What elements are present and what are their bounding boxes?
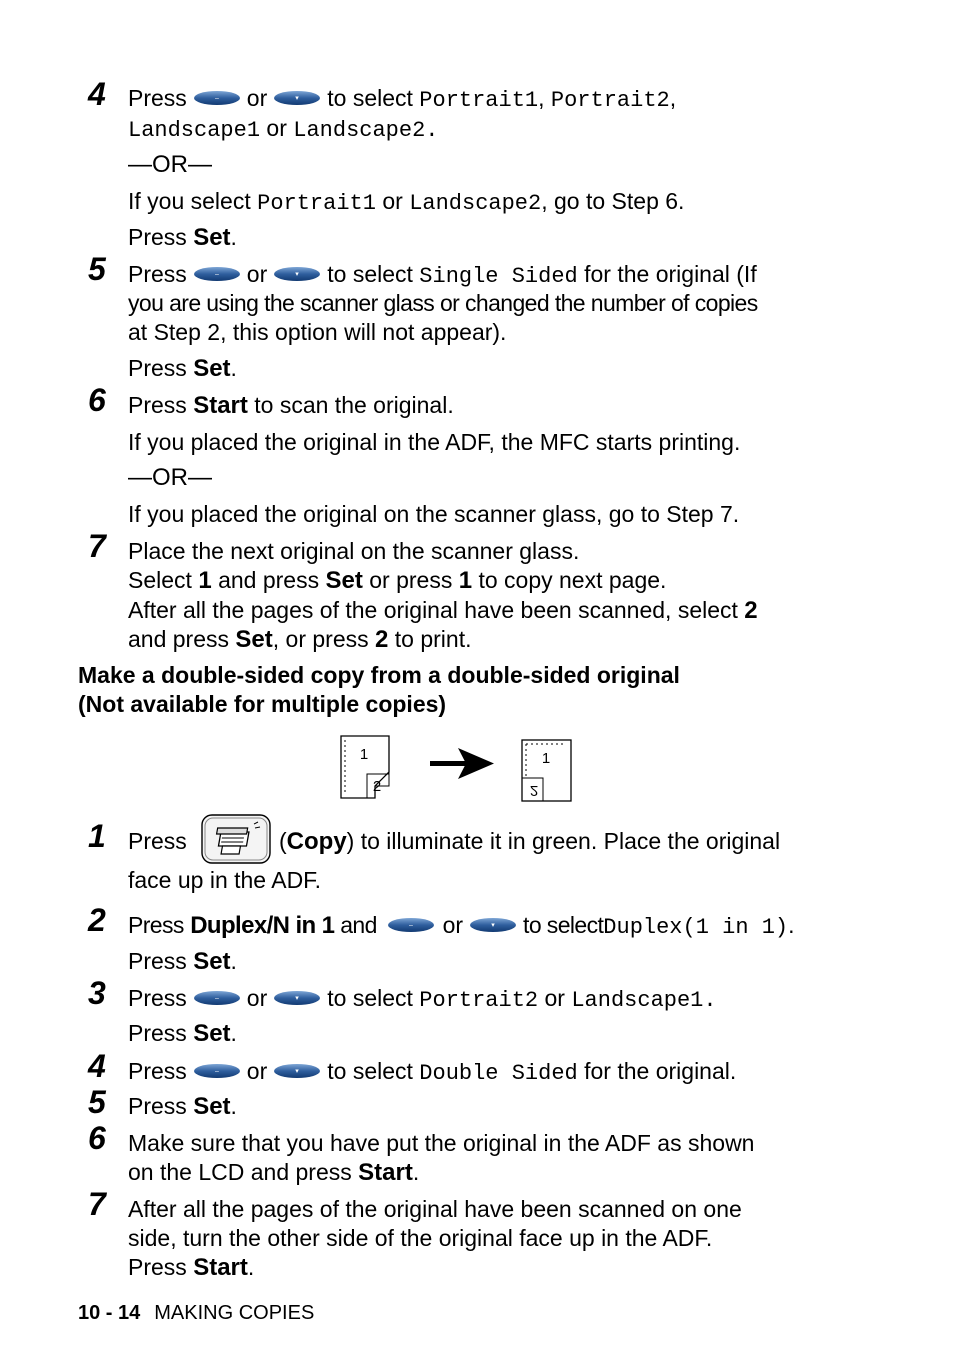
copy-key-icon — [200, 814, 272, 864]
svg-text:▾: ▾ — [295, 270, 300, 278]
page-back-label-flipped: 2 — [529, 782, 539, 799]
svg-text:▾: ▾ — [491, 921, 495, 929]
step-text: Press — [128, 828, 187, 854]
press-set: Press Set. — [128, 224, 237, 251]
step-number: 6 — [88, 382, 106, 418]
left-arrow-button-icon — [193, 266, 241, 282]
step-text: face up in the ADF. — [128, 867, 322, 893]
step-number: 3 — [88, 975, 106, 1011]
step-text: After all the pages of the original have been scanned on one — [128, 1196, 742, 1222]
left-arrow-button-icon — [193, 1063, 241, 1079]
svg-text:–: – — [214, 994, 219, 1002]
source-page-icon — [341, 736, 389, 798]
step-text: If you placed the original in the ADF, the MFC starts printing. — [128, 429, 741, 455]
step-text: Press – or ▾ to select Double Sided for the original. — [128, 1058, 737, 1086]
step-number: 6 — [88, 1120, 106, 1156]
svg-text:–: – — [408, 921, 413, 929]
step-text: If you placed the original on the scanner glass, go to Step 7. — [128, 501, 740, 527]
lcd-option: Single Sided — [419, 264, 578, 289]
page-back-label: 2 — [372, 778, 382, 795]
step-text: (Copy) to illuminate it in green. Place the original — [279, 828, 781, 855]
lcd-option: Portrait1 — [419, 88, 539, 113]
step-number: 7 — [88, 528, 106, 564]
section-heading: Make a double-sided copy from a double-sided original — [78, 662, 680, 688]
step-number: 1 — [88, 818, 106, 854]
page-footer — [78, 1300, 314, 1326]
step-text: Select 1 and press Set or press 1 to copy next page. — [128, 567, 667, 594]
right-arrow-button-icon — [469, 917, 517, 933]
section-subheading: (Not available for multiple copies) — [78, 691, 447, 717]
result-page-icon — [522, 740, 571, 801]
svg-text:–: – — [214, 1067, 219, 1075]
left-arrow-button-icon — [387, 917, 435, 933]
lcd-option: Landscape1 — [571, 988, 704, 1013]
step-text: Place the next original on the scanner glass. — [128, 538, 580, 564]
step-number: 2 — [88, 902, 106, 938]
lcd-option: Landscape2 — [293, 118, 426, 143]
right-arrow-button-icon — [273, 1063, 321, 1079]
lcd-option: Duplex(1 in 1) — [603, 915, 789, 940]
svg-text:–: – — [214, 94, 219, 102]
right-arrow-button-icon — [273, 266, 321, 282]
right-arrow-button-icon — [273, 90, 321, 106]
lcd-option: Portrait2 — [550, 88, 670, 113]
step-text: Press Start to scan the original. — [128, 392, 454, 419]
step-text: Make sure that you have put the original in the ADF as shown — [128, 1130, 755, 1156]
press-set: Press Set. — [128, 1020, 237, 1047]
step-text: Press – or ▾ to select Portrait2 or Landscape1. — [128, 985, 717, 1013]
step-text: Press – or ▾ to select Portrait1, Portrait2, — [128, 85, 677, 113]
step-text: Press Duplex/N in 1 and – or ▾ to selectDuplex(1 in 1). — [128, 912, 795, 940]
press-start: Press Start. — [128, 1254, 255, 1281]
step-text: If you select Portrait1 or Landscape2, go to Step 6. — [128, 188, 685, 216]
step-number: 5 — [88, 1084, 106, 1120]
step-text: on the LCD and press Start. — [128, 1159, 420, 1186]
section-title: MAKING COPIES — [154, 1302, 315, 1324]
press-set: Press Set. — [128, 355, 237, 382]
step-number: 5 — [88, 251, 106, 287]
lcd-option: Portrait2 — [419, 988, 539, 1013]
step-text: side, turn the other side of the original face up in the ADF. — [128, 1225, 713, 1251]
svg-text:▾: ▾ — [295, 94, 300, 102]
step-text: After all the pages of the original have been scanned, select 2 — [128, 597, 758, 624]
page-number: 10 - 14 — [78, 1302, 141, 1324]
step-text: and press Set, or press 2 to print. — [128, 626, 472, 653]
step-text: at Step 2, this option will not appear). — [128, 319, 507, 345]
step-number: 4 — [88, 76, 106, 112]
press-set: Press Set. — [128, 948, 237, 975]
lcd-option: Double Sided — [419, 1061, 578, 1086]
or-divider: —OR— — [128, 151, 212, 178]
step-text: Landscape1 or Landscape2. — [128, 115, 439, 143]
step-number: 4 — [88, 1048, 106, 1084]
duplex-diagram — [338, 734, 578, 806]
svg-text:▾: ▾ — [295, 994, 300, 1002]
left-arrow-button-icon — [193, 90, 241, 106]
lcd-option: Landscape1 — [128, 118, 261, 143]
svg-text:▾: ▾ — [295, 1067, 300, 1075]
arrow-right-icon — [430, 748, 494, 779]
right-arrow-button-icon — [273, 990, 321, 1006]
page-front-label: 1 — [541, 750, 551, 767]
step-text: Press – or ▾ to select Single Sided for the original (If — [128, 261, 757, 289]
page-front-label: 1 — [359, 746, 369, 763]
left-arrow-button-icon — [193, 990, 241, 1006]
step-number: 7 — [88, 1186, 106, 1222]
press-set: Press Set. — [128, 1093, 237, 1120]
step-text: you are using the scanner glass or changed the number of copies — [128, 290, 758, 316]
or-divider: —OR— — [128, 464, 212, 491]
svg-text:–: – — [214, 270, 219, 278]
